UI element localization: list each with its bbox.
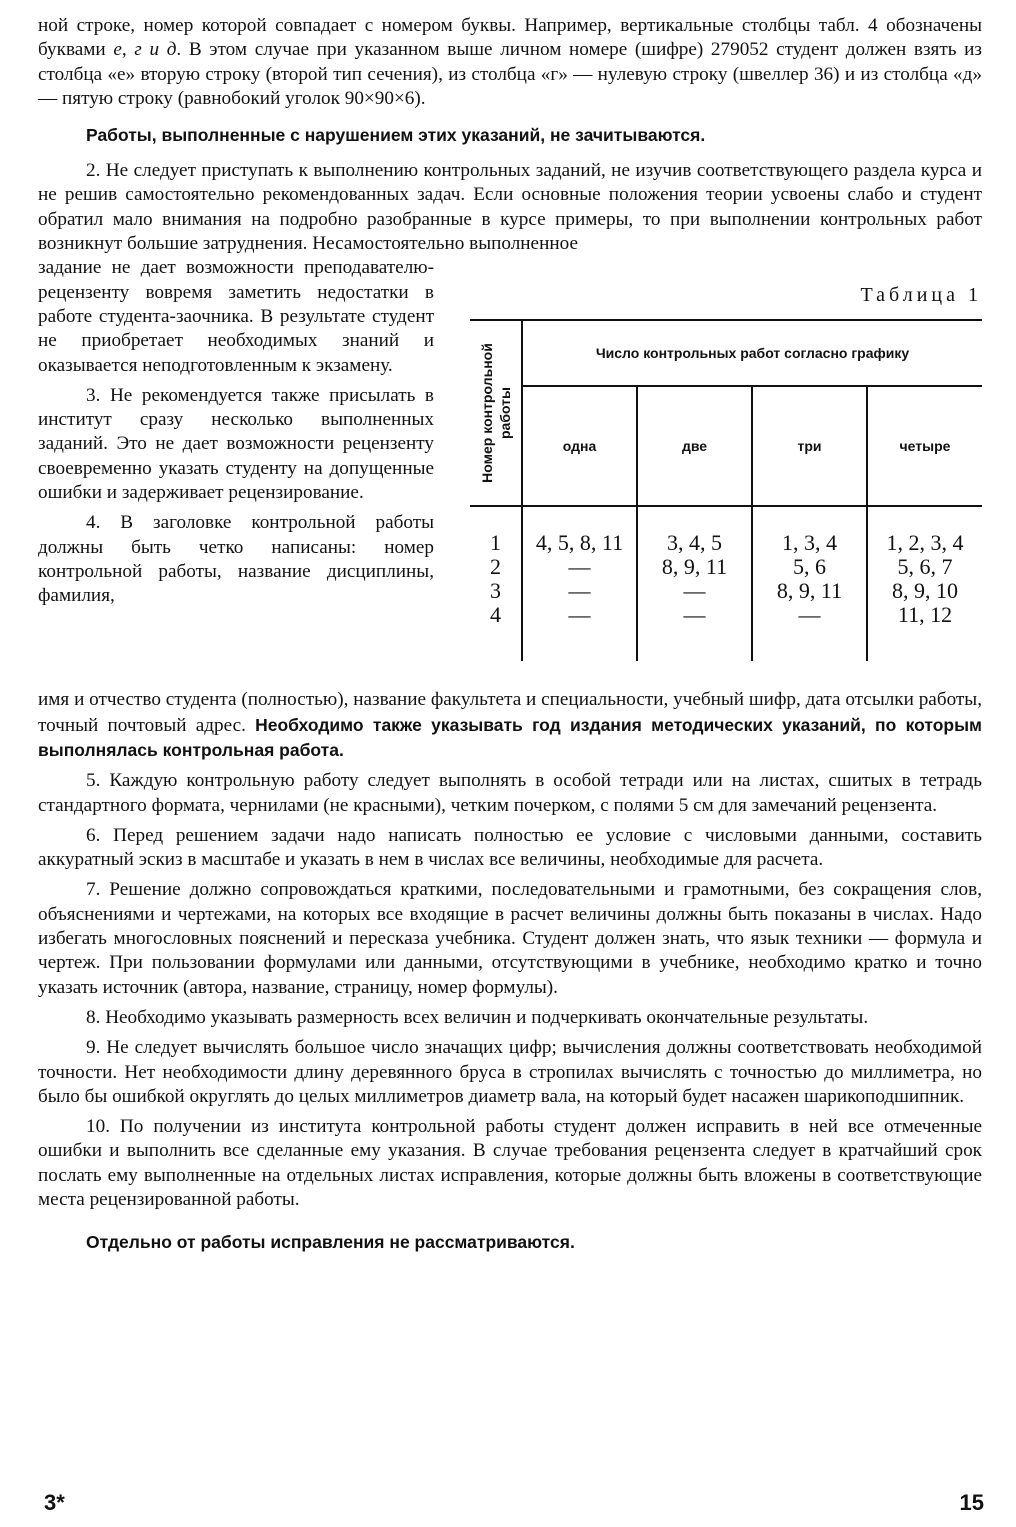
table-cell: — xyxy=(637,579,752,603)
table-cell: 5, 6, 7 xyxy=(867,555,982,579)
signature-mark: 3* xyxy=(44,1490,65,1515)
table-cell: 8, 9, 10 xyxy=(867,579,982,603)
left-column-text xyxy=(38,256,434,608)
control-works-table xyxy=(470,319,982,661)
item-4-text: 4. В заголовке контрольной работы должны быть четко написаны: номер контрольной работы, название дисциплины, фамилия, xyxy=(38,512,434,607)
warning-corrections: Отдельно от работы исправления не рассматриваются. xyxy=(86,1232,575,1253)
intro-letters: е, г и д xyxy=(113,39,177,61)
item-4-bold: Необходимо также указывать год издания методических указаний, по которым выполнялась контрольная работа. xyxy=(38,714,982,760)
table-cell: 1, 3, 4 xyxy=(752,506,867,555)
item-9-text: 9. Не следует вычислять большое число значащих цифр; вычисления должны соответствовать необходимой точности. Нет необходимости длину деревянного бруса в стропилах вычислять с точностью до миллиметра, но было бы ошибкой округлять до целых миллиметров диаметр вала, на который будет насажен шарикоподшипник. xyxy=(38,1037,982,1107)
table-cell: 3, 4, 5 xyxy=(637,506,752,555)
item-6-text: 6. Перед решением задачи надо написать полностью ее условие с числовыми данными, составить аккуратный эскиз в масштабе и указать в нем в числах все величины, необходимые для расчета. xyxy=(38,824,982,871)
table-cell: 5, 6 xyxy=(752,555,867,579)
item-10-text: 10. По получении из института контрольной работы студент должен исправить в ней все отмеченные ошибки и выполнить все сделанные ему указания. В случае требования рецензента следует в кратчайший срок послать ему выполненные на отдельных листах исправления, которые должны быть вложены в соответствующие места рецензированной работы. xyxy=(38,1116,982,1211)
intro-text-2: . В этом случае при указанном выше личном номере (шифре) 279052 студент должен взять из столбца «е» вторую строку (второй тип сечения), из столбца «г» — нулевую строку (швеллер 36) и из столбца «д» — пятую строку (равнобокий уголок 90×90×6). xyxy=(38,39,982,109)
col-header-four: четыре xyxy=(867,386,982,506)
col-header-one: одна xyxy=(522,386,637,506)
item-7-text: 7. Решение должно сопровождаться краткими, последовательными и грамотными, без сокращения слов, объяснениями и чертежами, на которых все входящие в расчет величины должны быть показаны в числах. Надо избегать многословных пояснений и пересказа учебника. Студент должен знать, что язык техники — формула и чертеж. При пользовании формулами или данными, отсутствующими в учебнике, необходимо кратко и точно указать источник (автора, название, страницу, номер формулы). xyxy=(38,879,982,998)
item-2-continued: задание не дает возможности преподавателю-рецензенту вовремя заметить недостатки в работе студента-заочника. В результате студент не приобретает необходимых знаний и оказывается неподготовленным к экзамену. xyxy=(38,257,434,376)
item-2-text: 2. Не следует приступать к выполнению контрольных заданий, не изучив соответствующего раздела курса и не решив самостоятельно рекомендованных задач. Если основные положения теории усвоены слабо и студент обратил мало внимания на подробно разобранные в курсе примеры, то при выполнении контрольных работ возникнут большие затруднения. Несамостоятельно выполненное xyxy=(38,160,982,255)
document-page xyxy=(38,14,982,1254)
table-cell: 11, 12 xyxy=(867,603,982,661)
col-header-three: три xyxy=(752,386,867,506)
table-row xyxy=(470,555,982,579)
page-number: 15 xyxy=(959,1490,984,1515)
table-row xyxy=(470,506,982,555)
table-cell: 1 xyxy=(490,530,501,556)
table-cell: — xyxy=(637,603,752,661)
item-4-plain: имя и отчество студента (полностью), название факультета и специальности, учебный шифр, дата отсылки работы, точный почтовый адрес. xyxy=(38,689,982,736)
row-number-header: Номер контрольной работы xyxy=(470,320,522,506)
table-row xyxy=(470,579,982,603)
table-cell: 2 xyxy=(490,554,501,580)
table-cell: — xyxy=(522,579,637,603)
table-cell: 3 xyxy=(490,578,501,604)
col-header-two: две xyxy=(637,386,752,506)
item-8-text: 8. Необходимо указывать размерность всех величин и подчеркивать окончательные результаты. xyxy=(86,1006,869,1028)
table-cell: — xyxy=(522,555,637,579)
table-row xyxy=(470,603,982,661)
table-cell: 8, 9, 11 xyxy=(637,555,752,579)
table-cell: 1, 2, 3, 4 xyxy=(867,506,982,555)
table-cell: — xyxy=(752,603,867,661)
table-cell: 8, 9, 11 xyxy=(752,579,867,603)
intro-paragraph xyxy=(38,14,982,111)
text-and-table-block xyxy=(38,256,982,688)
warning-not-accepted: Работы, выполненные с нарушением этих указаний, не зачитываются. xyxy=(86,125,706,146)
table-caption: Таблица 1 xyxy=(860,284,982,307)
item-4-continued xyxy=(38,688,982,763)
item-5-text: 5. Каждую контрольную работу следует выполнять в особой тетради или на листах, сшитых в тетрадь стандартного формата, чернилами (не красными), четким почерком, с полями 5 см для замечаний рецензента. xyxy=(38,770,982,816)
table-cell: 4, 5, 8, 11 xyxy=(522,506,637,555)
table-1 xyxy=(470,284,982,661)
table-cell: — xyxy=(522,603,637,661)
item-3-text: 3. Не рекомендуется также присылать в институт сразу несколько выполненных заданий. Это не дает возможности рецензенту своевременно указать студенту на допущенные ошибки и задерживает рецензирование. xyxy=(38,384,434,504)
table-cell: 4 xyxy=(490,602,501,628)
intro-text-1: ной строке, номер которой совпадает с номером буквы. Например, вертикальные столбцы табл. 4 обозначены буквами xyxy=(38,15,982,61)
group-header: Число контрольных работ согласно графику xyxy=(522,320,982,386)
